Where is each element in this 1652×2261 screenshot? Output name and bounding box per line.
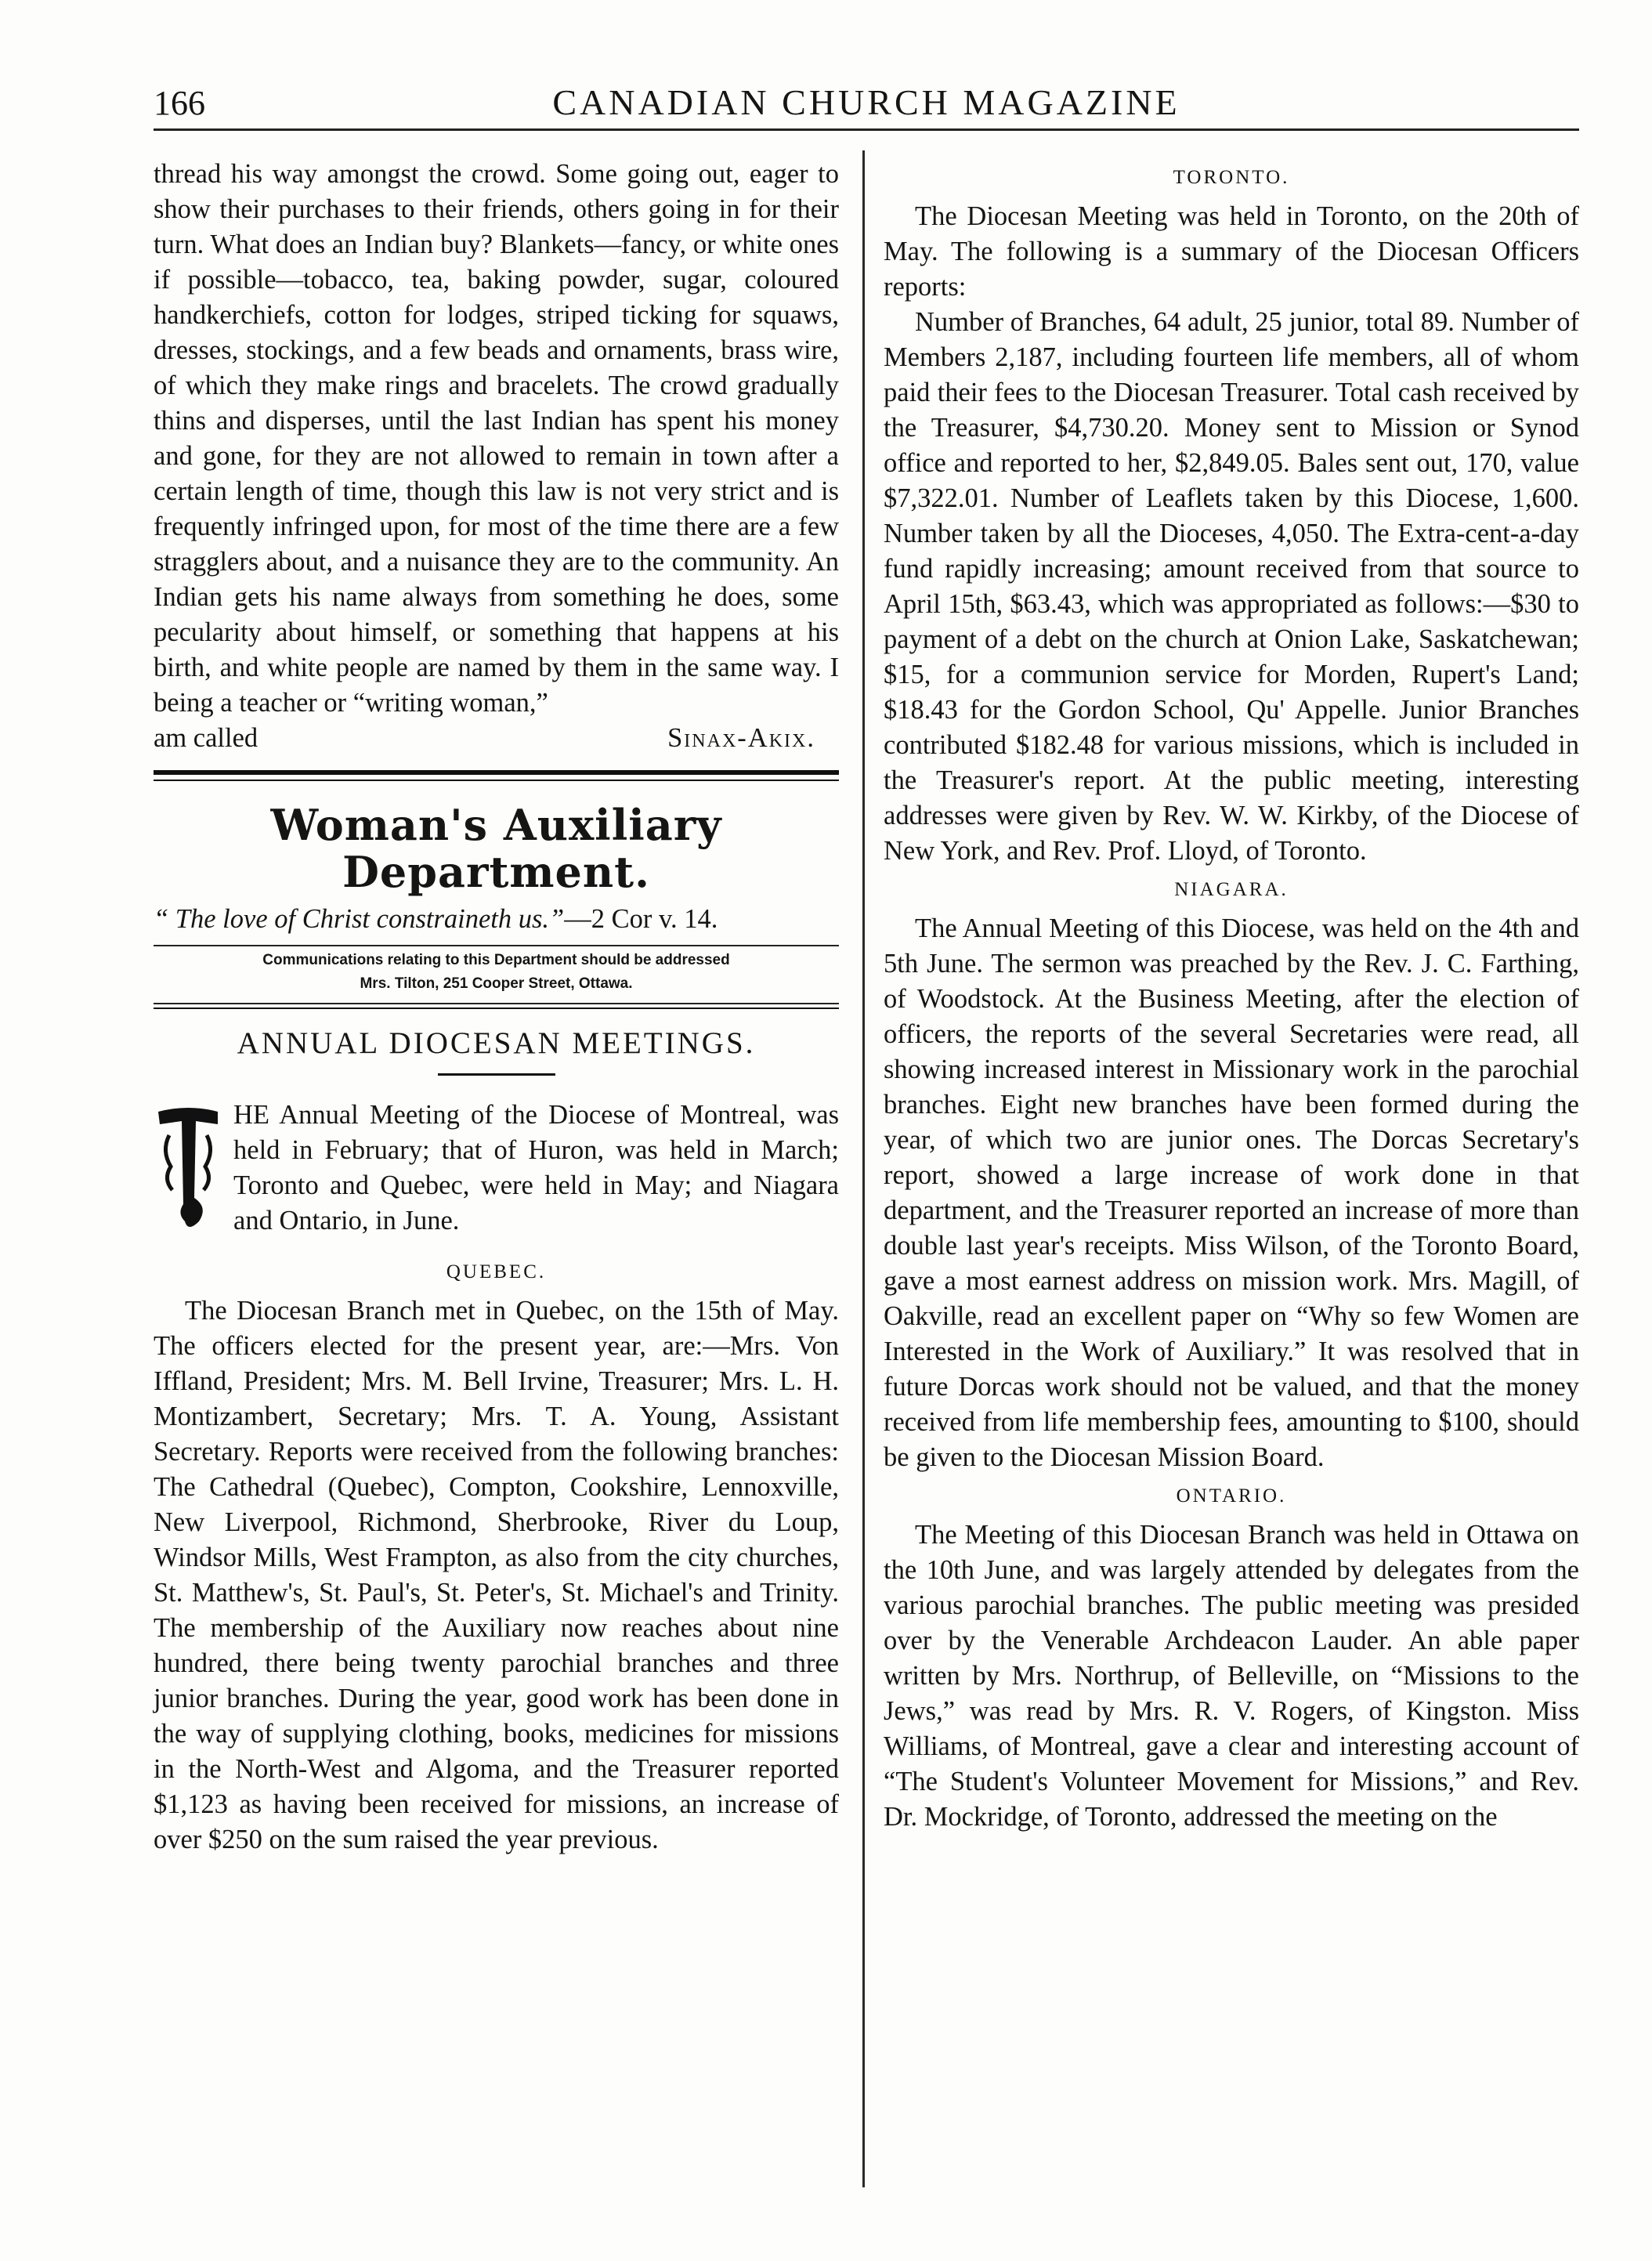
notice-line-1: Communications relating to this Department should be addressed [262,952,730,968]
dropcap-ornament-icon [154,1104,222,1235]
toronto-heading: TORONTO. [1173,167,1290,188]
annual-paragraph: HE Annual Meeting of the Diocese of Montreal, was held in February; that of Huron, was held in March; Toronto and Quebec, were held in May; and Niagara and Ontario, in June. [233,1100,839,1235]
motto-reference: —2 Cor v. 14. [564,904,718,934]
ontario-paragraph: The Meeting of this Diocesan Branch was held in Ottawa on the 10th June, and was largely attended by delegates from the various parochial branches. The public meeting was presided over by the Venerable Archdeacon Lauder. An able paper written by Mrs. Northrup, of Belleville, on “Missions to the Jews,” was read by Mrs. R. V. Rogers, of Kingston. Miss Williams, of Montreal, gave a clear and interesting account of “The Student's Volunteer Movement for Missions,” and Rev. Dr. Mockridge, of Toronto, addressed the meeting on the [884,1520,1579,1832]
niagara-paragraph: The Annual Meeting of this Diocese, was held on the 4th and 5th June. The sermon was preached by the Rev. J. C. Farthing, of Woodstock. At the Business Meeting, after the election of officers, the reports of the several Secretaries were read, all showing increased interest in Missionary work in the parochial branches. Eight new branches have been formed during the year, of which two are junior ones. The Dorcas Secretary's report, showed a large increase of work done in that department, and the Treasurer reported an increase of more than double last year's receipts. Miss Wilson, of the Toronto Board, gave a most earnest address on mission work. Mrs. Magill, of Oakville, read an excellent paper on “Why so few Women are Interested in the Work of Auxiliary.” It was resolved that in future Dorcas work should not be valued, and that the money received from life membership fees, amounting to $100, should be given to the Diocesan Mission Board. [884,913,1579,1472]
quebec-paragraph: The Diocesan Branch met in Quebec, on the 15th of May. The officers elected for the present year, are:—Mrs. Von Iffland, President; Mrs. M. Bell Irvine, Treasurer; Mrs. L. H. Montizambert, Secretary; Mrs. T. A. Young, Assistant Secretary. Reports were received from the following branches: The Cathedral (Quebec), Compton, Cookshire, Lennoxville, New Liverpool, Richmond, Sherbrooke, River du Loup, Windsor Mills, West Frampton, as also from the city churches, St. Matthew's, St. Paul's, St. Peter's, St. Michael's and Trinity. The membership of the Auxiliary now reaches about nine hundred, there being twenty parochial branches and three junior branches. During the year, good work has been done in the way of supplying clothing, books, medicines for missions in the North-West and Algoma, and the Treasurer reported $1,123 as having been received for missions, an increase of over $250 on the sum raised the year previous. [154,1296,839,1854]
motto [154,902,839,937]
motto-quote: “ The love of Christ constraineth us.” [154,904,565,934]
toronto-paragraph-2: Number of Branches, 64 adult, 25 junior, total 89. Number of Members 2,187, including fourteen life members, all of whom paid their fees to the Diocesan Treasurer. Total cash received by the Treasurer, $4,730.20. Money sent to Mission or Synod office and reported to her, $2,849.05. Bales sent out, 170, value $7,322.01. Number of Leaflets taken by this Diocese, 1,600. Number taken by all the Dioceses, 4,050. The Extra-cent-a-day fund rapidly increasing; amount received from that source to April 15th, $63.43, which was appropriated as follows:—$30 to payment of a debt on the church at Onion Lake, Saskatchewan; $15, for a communion service for Morden, Rupert's Land; $18.43 for the Gordon School, Qu' Appelle. Junior Branches contributed $182.48 for various missions, which is included in the Treasurer's report. At the public meeting, interesting addresses were given by Rev. W. W. Kirkby, of the Diocese of New York, and Rev. Prof. Lloyd, of Toronto. [884,307,1579,866]
notice-rule-bottom [154,1003,839,1004]
left-column [154,157,839,1858]
section-title: ANNUAL DIOCESAN MEETINGS. [237,1026,756,1060]
section-title-rule [438,1073,555,1076]
ontario-heading: ONTARIO. [1176,1485,1287,1507]
notice-rule-top [154,945,839,946]
dropcap-initial [154,1104,222,1235]
page-number: 166 [154,84,205,122]
notice-rule-bottom-2 [154,1008,839,1009]
quebec-heading: QUEBEC. [446,1261,547,1282]
column-divider [862,150,865,2187]
page-header [154,81,1579,131]
author-signature: Sinax-Akix. [667,723,815,753]
double-rule-bottom [154,780,839,781]
right-column [884,157,1579,1835]
intro-paragraph: thread his way amongst the crowd. Some going out, eager to show their purchases to their friends, others going in for their turn. What does an Indian buy? Blankets—fancy, or white ones if possible—tobacco, tea, baking powder, sugar, coloured handkerchiefs, cotton for lodges, striped ticking for squaws, dresses, stockings, and a few beads and ornaments, brass wire, of which they make rings and bracelets. The crowd gradually thins and disperses, until the last Indian has spent his money and gone, for they are not allowed to remain in town after a certain length of time, though this law is not very strict and is frequently infringed upon, for most of the time there are a few stragglers about, and a nuisance they are to the community. An Indian gets his name always from something he does, some pecularity about himself, or something that happens at his birth, and white people are named by them in the same way. I being a teacher or “writing woman,” [154,159,839,718]
notice-line-2: Mrs. Tilton, 251 Cooper Street, Ottawa. [360,975,633,992]
annual-meetings-intro [154,1098,839,1239]
double-rule-top [154,770,839,775]
department-title: Woman's Auxiliary Department. [270,800,722,897]
running-head: CANADIAN CHURCH MAGAZINE [552,82,1180,122]
toronto-paragraph-1: The Diocesan Meeting was held in Toronto, on the 20th of May. The following is a summary of the Diocesan Officers reports: [884,201,1579,302]
signature-line [154,721,839,756]
niagara-heading: NIAGARA. [1174,879,1289,900]
sign-off-text: am called [154,723,258,753]
